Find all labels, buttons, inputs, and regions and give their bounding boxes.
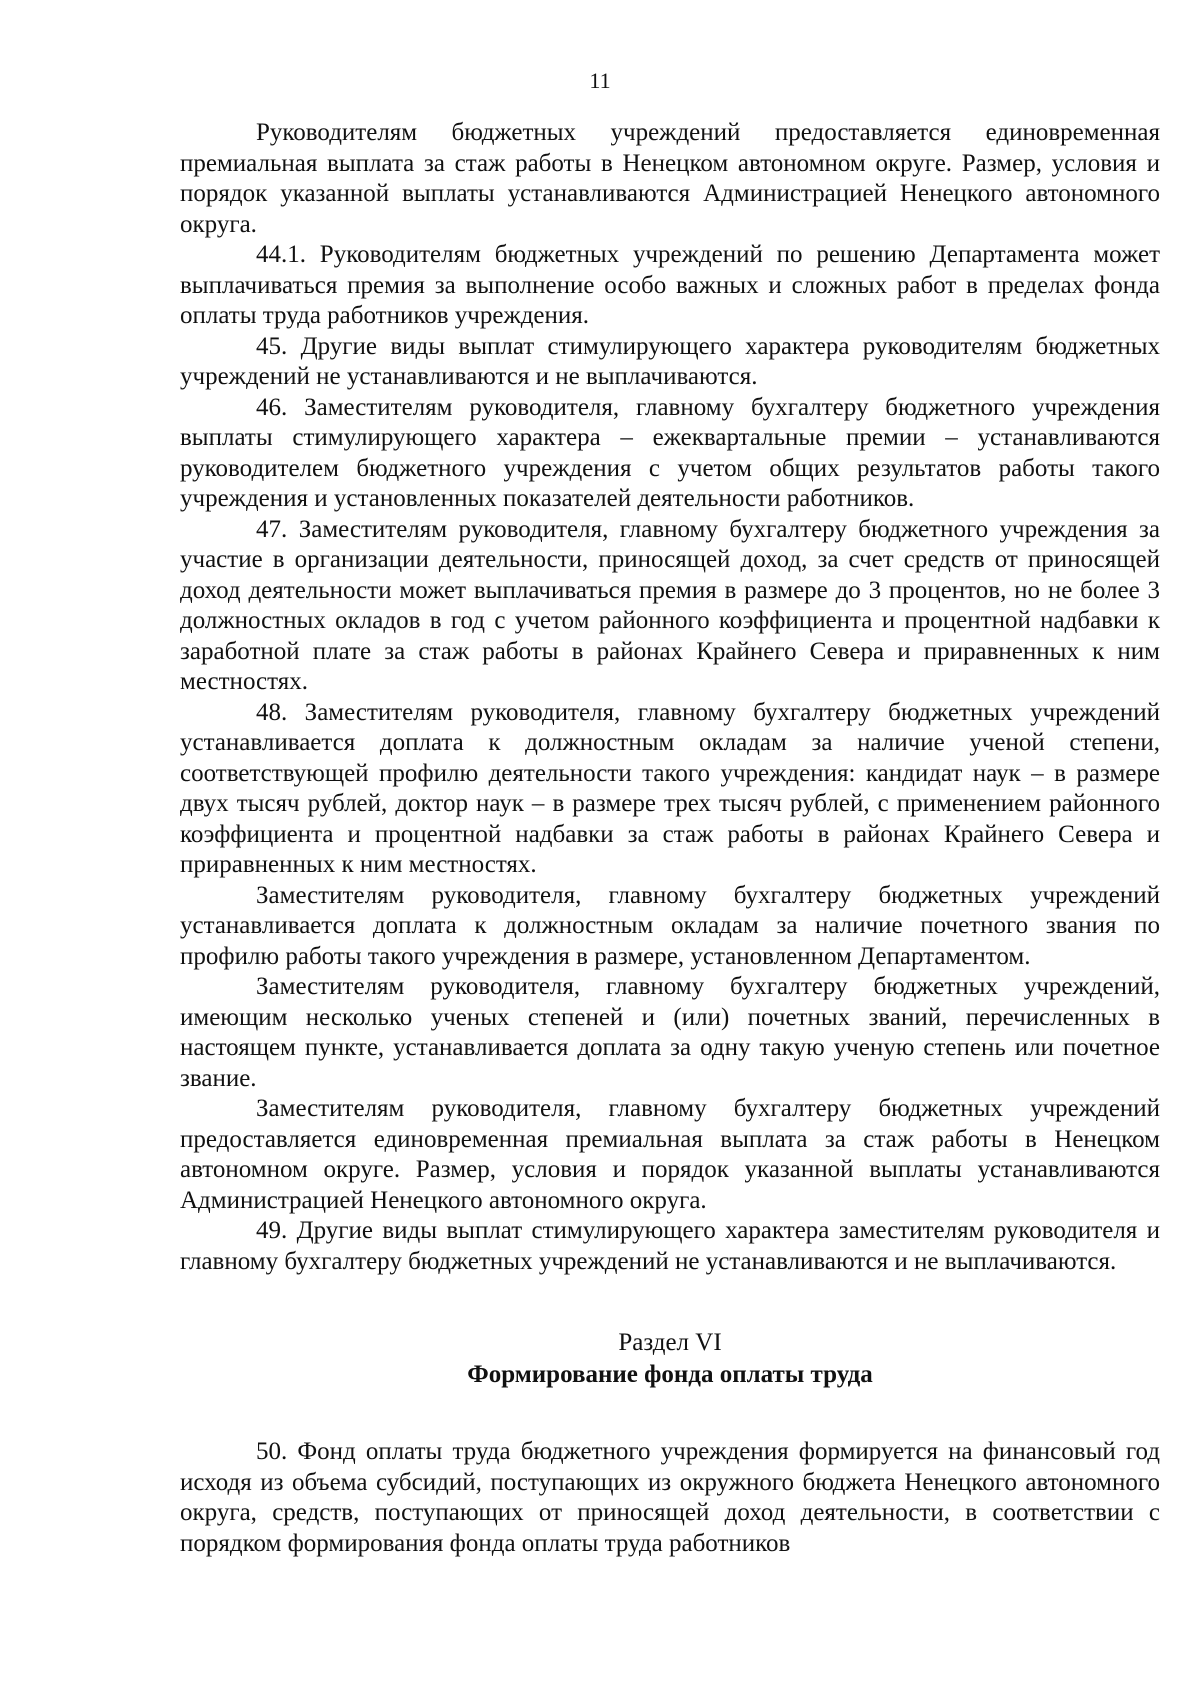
paragraph-48-multiple-degrees: Заместителям руководителя, главному бухгалтеру бюджетных учреждений, имеющим несколько ученых степеней и (или) почетных званий, перечисленных в настоящем пункте, устанавливается доплата за одну такую ученую степень или почетное звание. [180,973,1160,1092]
section-heading [180,1327,1160,1391]
paragraph-48-deputy-bonus: Заместителям руководителя, главному бухгалтеру бюджетных учреждений предоставляется единовременная премиальная выплата за стаж работы в Ненецком автономном округе. Размер, условия и порядок указанной выплаты устанавливаются Администрацией Ненецкого автономного округа. [180,1095,1160,1214]
paragraph-48-honorary-title: Заместителям руководителя, главному бухгалтеру бюджетных учреждений устанавливается доплата к должностным окладам за наличие почетного звания по профилю работы такого учреждения в размере, установленном Департаментом. [180,881,1160,970]
paragraph-50: 50. Фонд оплаты труда бюджетного учреждения формируется на финансовый год исходя из объема субсидий, поступающих из окружного бюджета Ненецкого автономного округа, средств, поступающих от приносящей доход деятельности, в соответствии с порядком формирования фонда оплаты труда работников [180,1438,1160,1557]
document-body [180,118,1160,1559]
paragraph-49: 49. Другие виды выплат стимулирующего характера заместителям руководителя и главному бухгалтеру бюджетных учреждений не устанавливаются и не выплачиваются. [180,1217,1160,1275]
section-title: Формирование фонда оплаты труда [467,1361,873,1388]
page-number: 11 [589,68,611,93]
paragraph-44-1: 44.1. Руководителям бюджетных учреждений по решению Департамента может выплачиваться премия за выполнение особо важных и сложных работ в пределах фонда оплаты труда работников учреждения. [180,241,1160,329]
paragraph-head-bonus: Руководителям бюджетных учреждений предоставляется единовременная премиальная выплата за стаж работы в Ненецком автономном округе. Размер, условия и порядок указанной выплаты устанавливаются Администрацией Ненецкого автономного округа. [180,119,1160,238]
paragraph-48: 48. Заместителям руководителя, главному бухгалтеру бюджетных учреждений устанавливается доплата к должностным окладам за наличие ученой степени, соответствующей профилю деятельности такого учреждения: кандидат наук – в размере двух тысяч рублей, доктор наук – в размере трех тысяч рублей, с применением районного коэффициента и процентной надбавки за стаж работы в районах Крайнего Севера и приравненных к ним местностях. [180,698,1160,878]
paragraph-47: 47. Заместителям руководителя, главному бухгалтеру бюджетного учреждения за участие в организации деятельности, приносящей доход, за счет средств от приносящей доход деятельности может выплачиваться премия в размере до 3 процентов, но не более 3 должностных окладов в год с учетом районного коэффициента и процентной надбавки к заработной плате за стаж работы в районах Крайнего Севера и приравненных к ним местностях. [180,515,1160,695]
paragraph-46: 46. Заместителям руководителя, главному бухгалтеру бюджетного учреждения выплаты стимулирующего характера – ежеквартальные премии – устанавливаются руководителем бюджетного учреждения с учетом общих результатов работы такого учреждения и установленных показателей деятельности работников. [180,393,1160,512]
section-number: Раздел VI [618,1329,722,1356]
paragraph-45: 45. Другие виды выплат стимулирующего характера руководителям бюджетных учреждений не устанавливаются и не выплачиваются. [180,332,1160,390]
